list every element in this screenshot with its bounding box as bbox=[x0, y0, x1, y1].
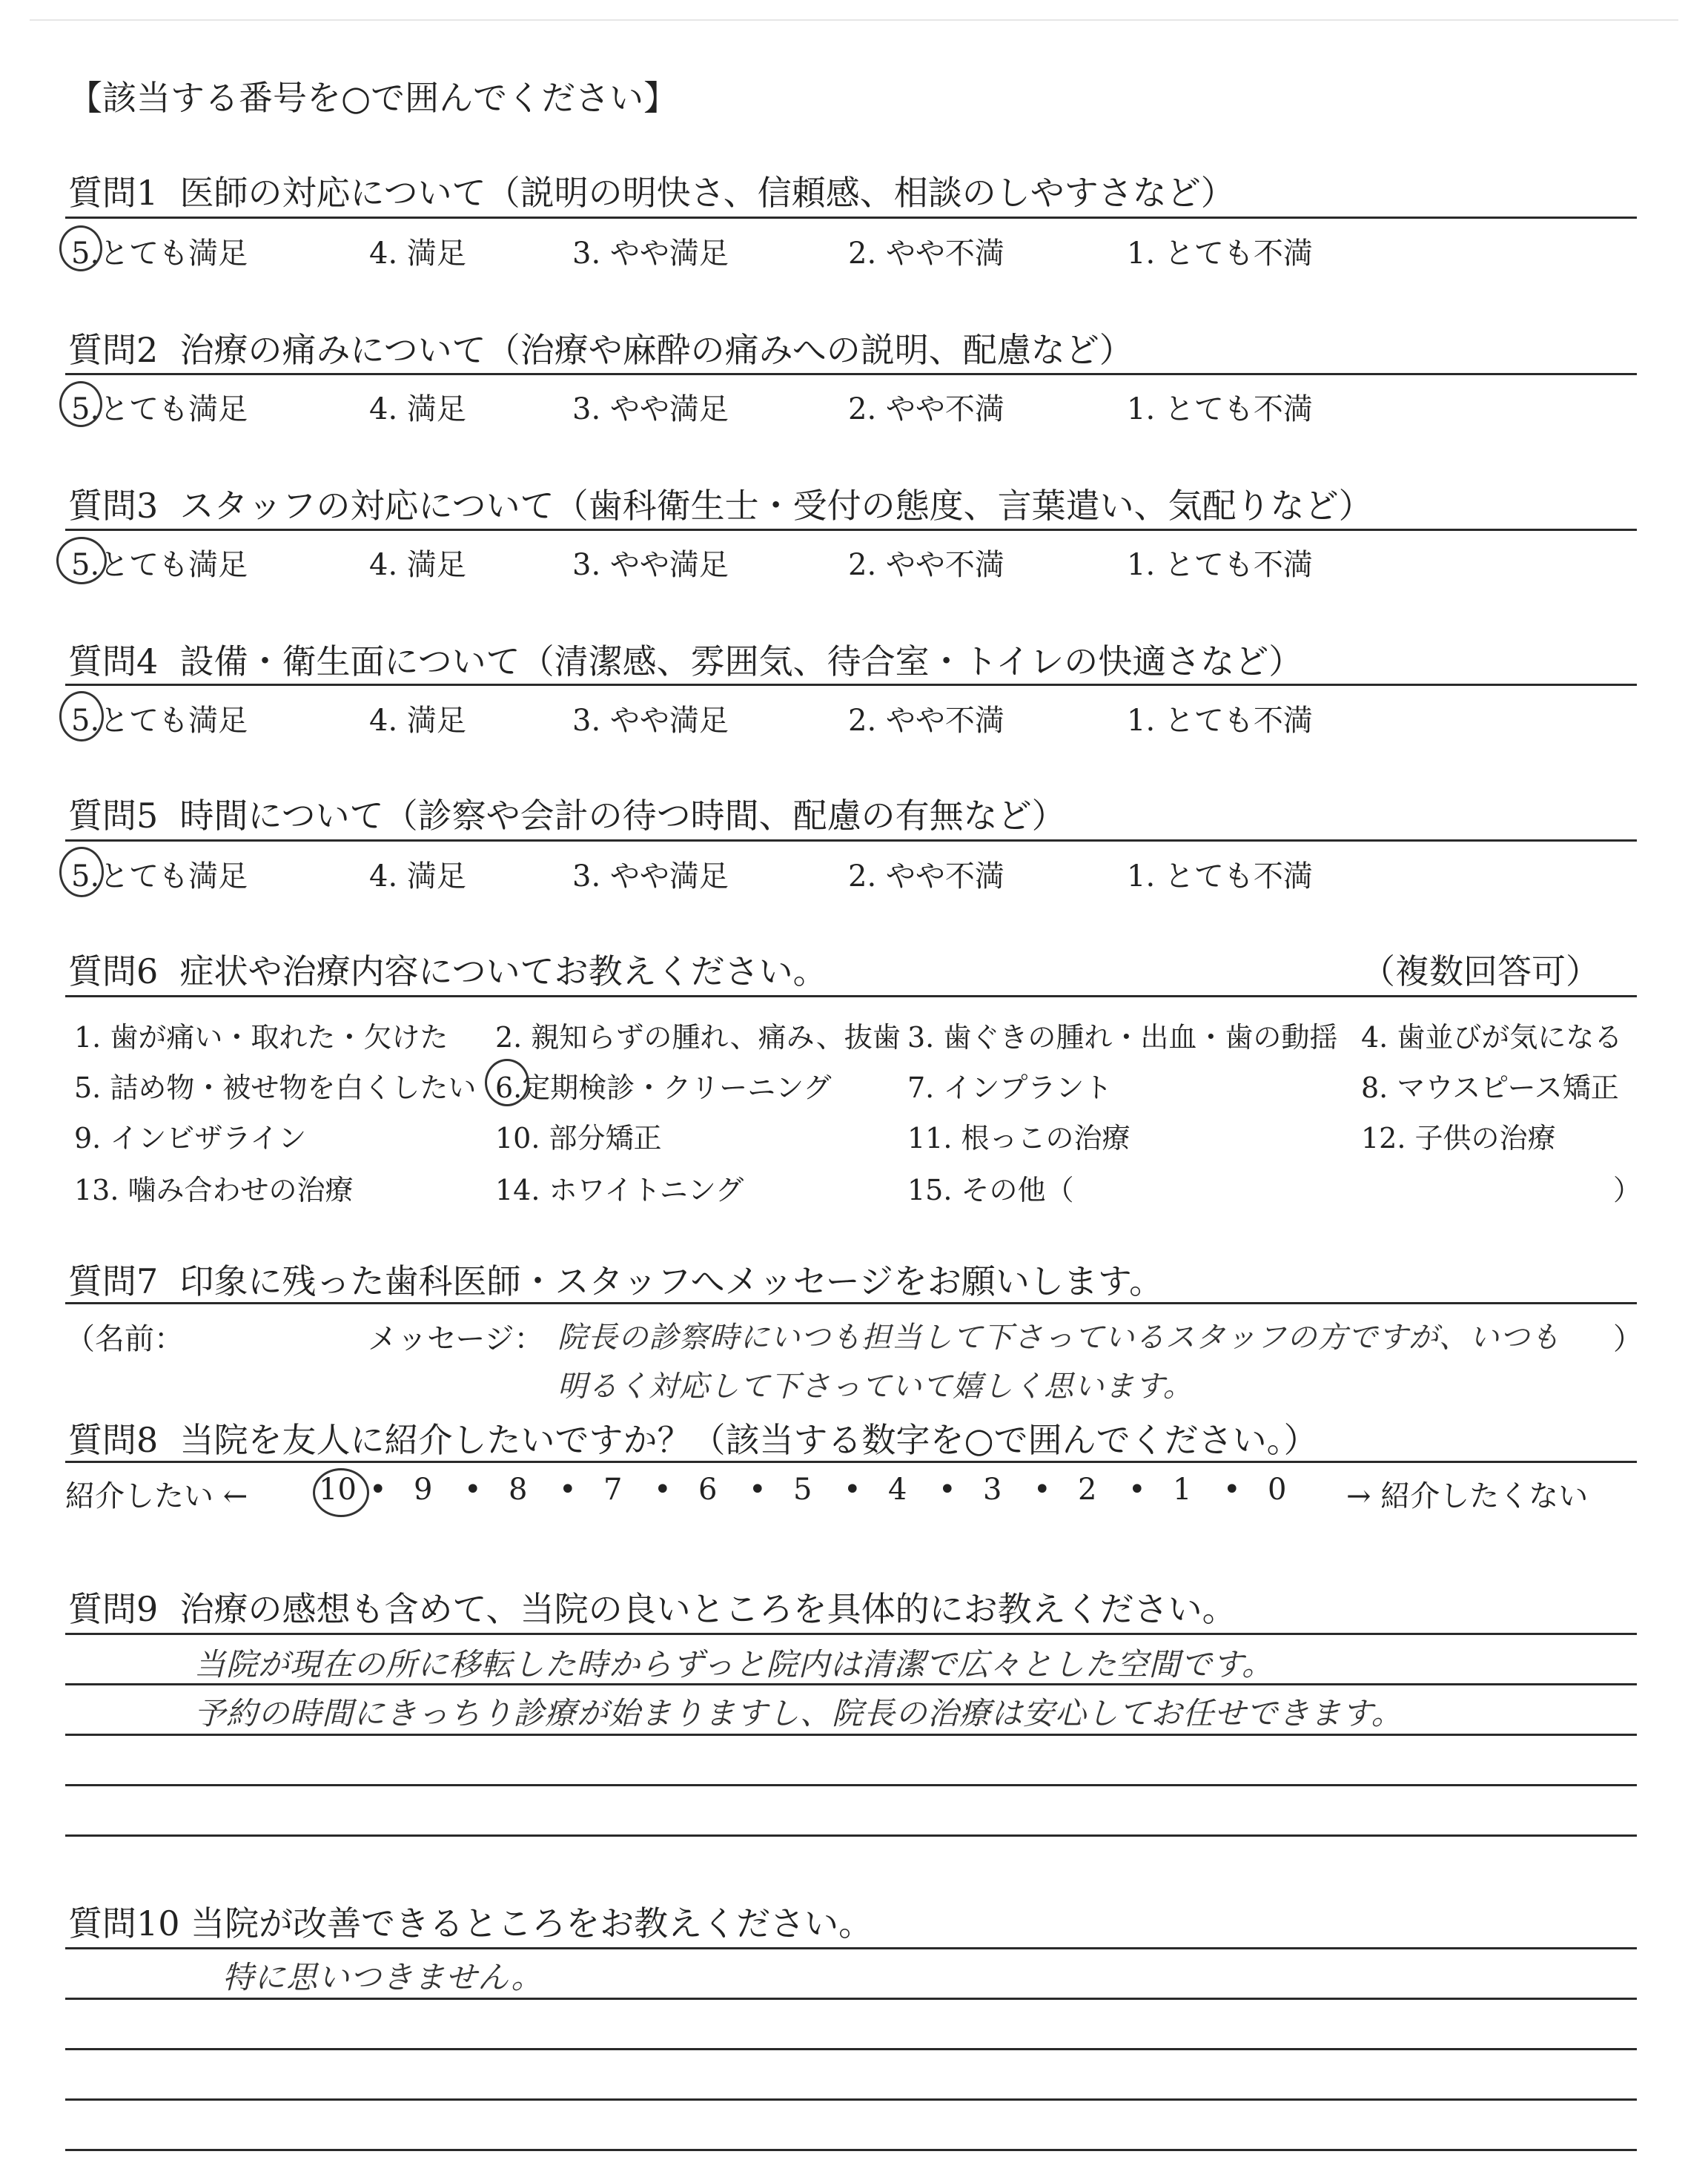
answer-line bbox=[65, 2098, 1637, 2101]
question-rule bbox=[65, 1461, 1637, 1463]
recommend-left-label: 紹介したい ← bbox=[65, 1479, 248, 1513]
symptom-option-11[interactable]: 11. 根っこの治療 bbox=[907, 1122, 1131, 1155]
recommend-score-3[interactable]: 3 bbox=[983, 1473, 1002, 1507]
scale-separator-dot: • bbox=[1128, 1473, 1146, 1507]
scale-separator-dot: • bbox=[844, 1473, 861, 1507]
rating-option-5[interactable]: 5.とても満足 bbox=[71, 392, 248, 426]
question-text: 当院を友人に紹介したいですか？（該当する数字を○で囲んでください。） bbox=[179, 1420, 1318, 1460]
rating-option-5[interactable]: 5.とても満足 bbox=[71, 704, 248, 738]
question-rule bbox=[65, 529, 1637, 531]
symptom-option-7[interactable]: 7. インプラント bbox=[907, 1071, 1113, 1104]
symptom-option-13[interactable]: 13. 噛み合わせの治療 bbox=[74, 1174, 354, 1206]
question-text: 時間について（診察や会計の待つ時間、配慮の有無など） bbox=[179, 796, 1066, 836]
symptom-option-15[interactable]: 15. その他（ bbox=[907, 1174, 1074, 1206]
question-label: 質問1 bbox=[68, 173, 159, 213]
symptom-option-6[interactable]: 6.定期検診・クリーニング bbox=[495, 1071, 832, 1104]
question-label: 質問5 bbox=[68, 796, 159, 836]
question-label: 質問9 bbox=[68, 1589, 159, 1629]
rating-option-1[interactable]: 1. とても不満 bbox=[1127, 704, 1313, 738]
rating-option-5[interactable]: 5.とても満足 bbox=[71, 237, 248, 271]
question-text: 治療の感想も含めて、当院の良いところを具体的にお教えください。 bbox=[179, 1589, 1237, 1629]
rating-option-3[interactable]: 3. やや満足 bbox=[572, 704, 729, 738]
handwritten-answer-line-1: 当院が現在の所に移転した時からずっと院内は清潔で広々とした空間です。 bbox=[194, 1646, 1274, 1682]
rating-option-1[interactable]: 1. とても不満 bbox=[1127, 392, 1313, 426]
rating-option-4[interactable]: 4. 満足 bbox=[369, 237, 466, 271]
scale-separator-dot: • bbox=[369, 1473, 387, 1507]
question-rule bbox=[65, 1302, 1637, 1304]
rating-option-3[interactable]: 3. やや満足 bbox=[572, 859, 729, 894]
symptom-option-3[interactable]: 3. 歯ぐきの腫れ・出血・歯の動揺 bbox=[907, 1021, 1338, 1054]
symptom-option-10[interactable]: 10. 部分矯正 bbox=[495, 1122, 662, 1155]
symptom-option-12[interactable]: 12. 子供の治療 bbox=[1361, 1122, 1556, 1155]
answer-line bbox=[65, 1947, 1637, 1949]
answer-line bbox=[65, 1834, 1637, 1837]
rating-option-5[interactable]: 5.とても満足 bbox=[71, 859, 248, 894]
symptom-option-8[interactable]: 8. マウスピース矯正 bbox=[1361, 1071, 1619, 1104]
question-text: 印象に残った歯科医師・スタッフへメッセージをお願いします。 bbox=[179, 1261, 1164, 1301]
scale-separator-dot: • bbox=[464, 1473, 482, 1507]
question-label: 質問10 bbox=[68, 1903, 180, 1943]
scale-separator-dot: • bbox=[749, 1473, 767, 1507]
answer-line bbox=[65, 1998, 1637, 2000]
rating-option-5[interactable]: 5.とても満足 bbox=[71, 548, 248, 582]
scale-separator-dot: • bbox=[939, 1473, 956, 1507]
message-label: メッセージ： bbox=[368, 1322, 544, 1356]
message-close-paren: ） bbox=[1613, 1322, 1643, 1356]
question-text: スタッフの対応について（歯科衛生士・受付の態度、言葉遣い、気配りなど） bbox=[179, 486, 1373, 526]
rating-option-2[interactable]: 2. やや不満 bbox=[848, 859, 1004, 894]
selection-circle bbox=[59, 691, 104, 742]
rating-option-4[interactable]: 4. 満足 bbox=[369, 859, 466, 894]
recommend-score-5[interactable]: 5 bbox=[793, 1473, 812, 1507]
rating-option-3[interactable]: 3. やや満足 bbox=[572, 237, 729, 271]
symptom-option-9[interactable]: 9. インビザライン bbox=[74, 1122, 307, 1155]
question-label: 質問6 bbox=[68, 951, 159, 991]
recommend-score-6[interactable]: 6 bbox=[698, 1473, 718, 1507]
scale-separator-dot: • bbox=[1033, 1473, 1051, 1507]
multiple-answer-note: （複数回答可） bbox=[1361, 951, 1600, 991]
question-rule bbox=[65, 217, 1637, 219]
recommend-score-2[interactable]: 2 bbox=[1078, 1473, 1097, 1507]
selection-circle bbox=[56, 537, 107, 584]
other-close-paren: ） bbox=[1613, 1174, 1642, 1206]
rating-option-4[interactable]: 4. 満足 bbox=[369, 704, 466, 738]
symptom-option-5[interactable]: 5. 詰め物・被せ物を白くしたい bbox=[74, 1071, 477, 1104]
rating-option-3[interactable]: 3. やや満足 bbox=[572, 548, 729, 582]
answer-line bbox=[65, 2048, 1637, 2050]
rating-option-1[interactable]: 1. とても不満 bbox=[1127, 548, 1313, 582]
handwritten-answer-line-1: 特に思いつきません。 bbox=[222, 1959, 543, 1995]
question-label: 質問2 bbox=[68, 330, 159, 370]
rating-option-2[interactable]: 2. やや不満 bbox=[848, 237, 1004, 271]
scale-separator-dot: • bbox=[654, 1473, 672, 1507]
form-header: 【該当する番号を○で囲んでください】 bbox=[68, 78, 678, 118]
rating-option-4[interactable]: 4. 満足 bbox=[369, 392, 466, 426]
recommend-score-7[interactable]: 7 bbox=[603, 1473, 623, 1507]
question-rule bbox=[65, 684, 1637, 686]
selection-circle bbox=[485, 1059, 529, 1106]
answer-line bbox=[65, 1784, 1637, 1786]
rating-option-3[interactable]: 3. やや満足 bbox=[572, 392, 729, 426]
recommend-right-label: → 紹介したくない bbox=[1346, 1479, 1589, 1513]
recommend-score-9[interactable]: 9 bbox=[414, 1473, 433, 1507]
recommend-score-10[interactable]: 10 bbox=[319, 1473, 357, 1507]
answer-line bbox=[65, 1633, 1637, 1635]
scale-separator-dot: • bbox=[1223, 1473, 1241, 1507]
name-label: （名前： bbox=[65, 1322, 184, 1356]
question-label: 質問3 bbox=[68, 486, 159, 526]
rating-option-2[interactable]: 2. やや不満 bbox=[848, 548, 1004, 582]
symptom-option-1[interactable]: 1. 歯が痛い・取れた・欠けた bbox=[74, 1021, 448, 1054]
scale-separator-dot: • bbox=[559, 1473, 577, 1507]
question-rule bbox=[65, 995, 1637, 997]
symptom-option-4[interactable]: 4. 歯並びが気になる bbox=[1361, 1021, 1623, 1054]
question-text: 設備・衛生面について（清潔感、雰囲気、待合室・トイレの快適さなど） bbox=[179, 641, 1303, 681]
question-label: 質問8 bbox=[68, 1420, 159, 1460]
question-label: 質問4 bbox=[68, 641, 159, 681]
rating-option-1[interactable]: 1. とても不満 bbox=[1127, 237, 1313, 271]
page-top-edge bbox=[30, 19, 1678, 21]
selection-circle bbox=[59, 225, 102, 271]
question-text: 症状や治療内容についてお教えください。 bbox=[179, 951, 827, 991]
selection-circle bbox=[59, 381, 102, 427]
rating-option-2[interactable]: 2. やや不満 bbox=[848, 704, 1004, 738]
recommend-score-0[interactable]: 0 bbox=[1268, 1473, 1287, 1507]
handwritten-answer-line-2: 予約の時間にきっちり診療が始まりますし、院長の治療は安心してお任せできます。 bbox=[194, 1695, 1403, 1731]
answer-line bbox=[65, 2149, 1637, 2151]
question-label: 質問7 bbox=[68, 1261, 159, 1301]
symptom-option-14[interactable]: 14. ホワイトニング bbox=[495, 1174, 744, 1206]
recommend-score-1[interactable]: 1 bbox=[1173, 1473, 1192, 1507]
selection-circle bbox=[59, 847, 104, 897]
rating-option-4[interactable]: 4. 満足 bbox=[369, 548, 466, 582]
question-text: 当院が改善できるところをお教えください。 bbox=[191, 1903, 873, 1943]
question-text: 医師の対応について（説明の明快さ、信頼感、相談のしやすさなど） bbox=[179, 173, 1235, 213]
question-rule bbox=[65, 839, 1637, 842]
question-text: 治療の痛みについて（治療や麻酔の痛みへの説明、配慮など） bbox=[179, 330, 1133, 370]
symptom-option-2[interactable]: 2. 親知らずの腫れ、痛み、抜歯 bbox=[495, 1021, 901, 1054]
recommend-score-4[interactable]: 4 bbox=[888, 1473, 907, 1507]
selection-circle bbox=[313, 1468, 369, 1517]
question-rule bbox=[65, 373, 1637, 375]
rating-option-2[interactable]: 2. やや不満 bbox=[848, 392, 1004, 426]
handwritten-message-line-1: 院長の診察時にいつも担当して下さっているスタッフの方ですが、いつも bbox=[557, 1321, 1560, 1355]
recommend-score-8[interactable]: 8 bbox=[509, 1473, 528, 1507]
rating-option-1[interactable]: 1. とても不満 bbox=[1127, 859, 1313, 894]
answer-line bbox=[65, 1734, 1637, 1736]
handwritten-message-line-2: 明るく対応して下さっていて嬉しく思います。 bbox=[557, 1370, 1194, 1404]
